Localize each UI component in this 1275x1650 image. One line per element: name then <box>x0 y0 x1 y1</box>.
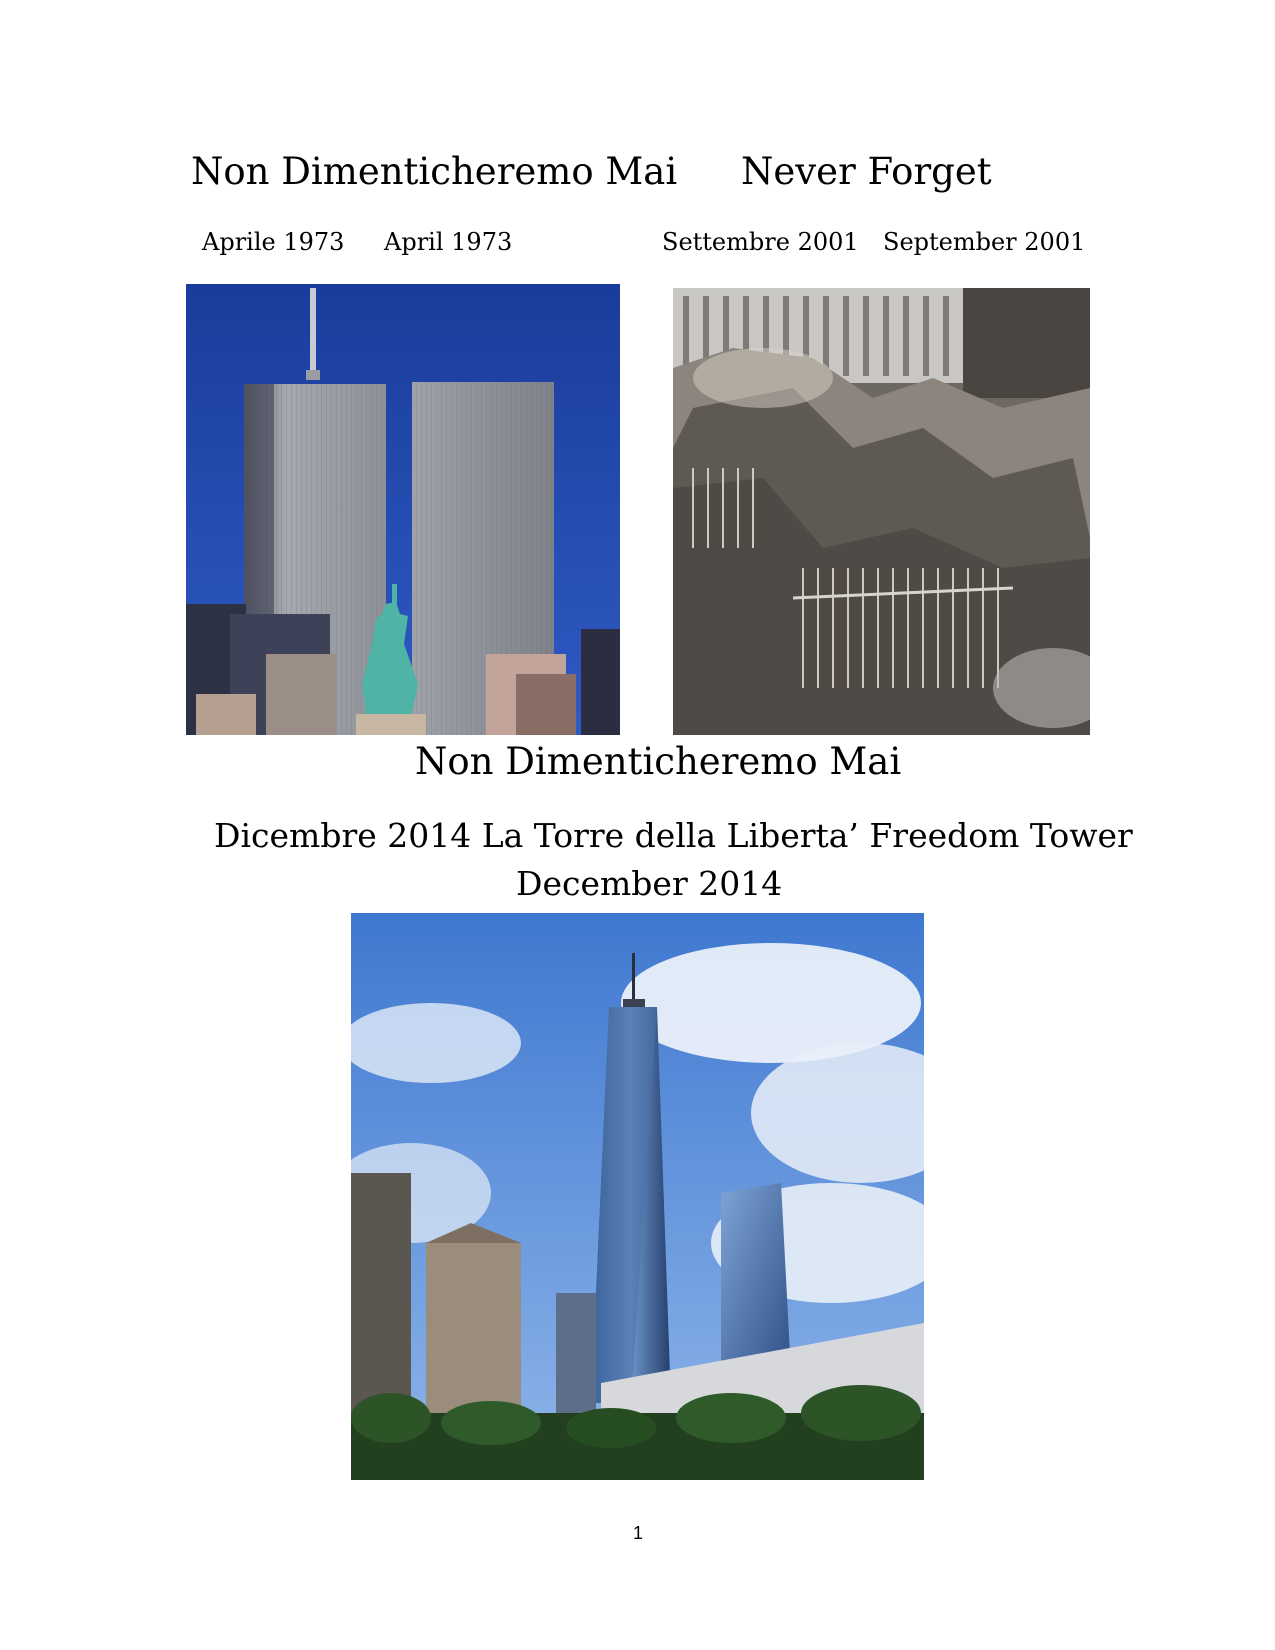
twin-towers-photo <box>186 284 620 735</box>
caption-september-2001: September 2001 <box>883 228 1086 256</box>
freedom-tower-photo <box>351 913 924 1480</box>
page-title-italian: Non Dimenticheremo Mai <box>191 150 678 193</box>
freedom-tower-caption: Dicembre 2014 La Torre della Liberta’ Freedom Tower <box>214 816 1133 855</box>
caption-settembre-2001: Settembre 2001 <box>662 228 859 256</box>
ground-zero-photo <box>673 288 1090 735</box>
caption-aprile-1973: Aprile 1973 <box>202 228 345 256</box>
page-title-english: Never Forget <box>741 150 992 193</box>
page-number: 1 <box>633 1523 644 1543</box>
section-title: Non Dimenticheremo Mai <box>415 740 902 783</box>
december-2014-caption: December 2014 <box>516 864 783 903</box>
caption-april-1973: April 1973 <box>384 228 513 256</box>
